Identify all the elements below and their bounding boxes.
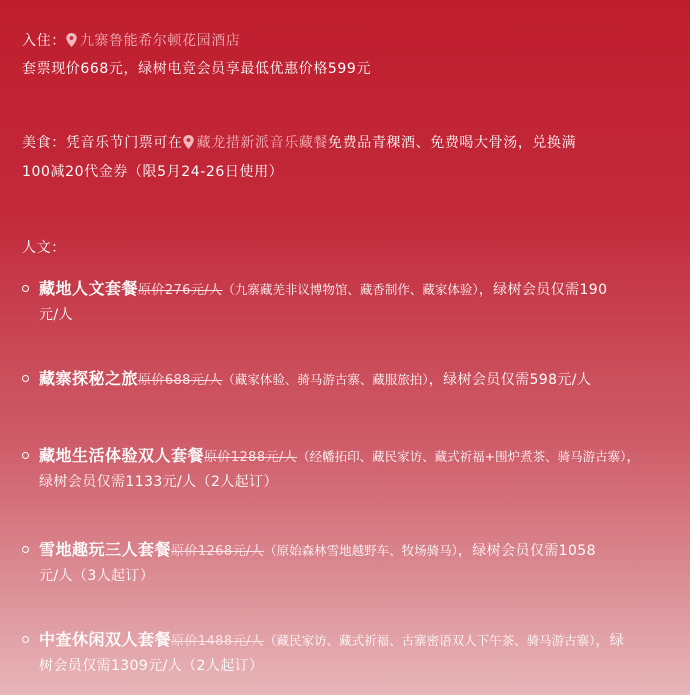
bullet-icon <box>22 375 29 382</box>
member-price-cont: 绿树会员仅需1133元/人（2人起订） <box>39 474 278 490</box>
list-item <box>22 366 682 393</box>
package-title: 中查休闲双人套餐 <box>39 630 172 649</box>
bullet-icon <box>22 285 29 292</box>
location-pin-icon <box>183 135 194 149</box>
original-price: 原价276元/人 <box>138 283 223 298</box>
food-line: 美食：凭音乐节门票可在 藏龙措新派音乐藏餐免费品青稞酒、免费喝大骨汤，兑换满 <box>22 135 577 151</box>
package-contents: （经幡拓印、藏民家访、藏式祈福+围炉煮茶、骑马游古寨） <box>297 449 627 464</box>
member-price: ，绿 <box>595 633 625 649</box>
member-price: ，绿树会员仅需190 <box>478 282 608 298</box>
list-item <box>22 627 682 679</box>
list-item <box>22 443 682 495</box>
package-contents: （九寨藏羌非议博物馆、藏香制作、藏家体验） <box>222 282 479 297</box>
member-price-cont: 元/人 <box>39 307 73 323</box>
package-title: 雪地趣玩三人套餐 <box>39 540 172 559</box>
original-price: 原价688元/人 <box>138 373 223 388</box>
member-price-cont: 树会员仅需1309元/人（2人起订） <box>39 658 264 674</box>
member-price: ， <box>626 449 641 465</box>
member-price: ，绿树会员仅需598元/人 <box>428 372 592 388</box>
bullet-icon <box>22 546 29 553</box>
stay-location-link[interactable]: 九寨鲁能希尔顿花园酒店 <box>66 33 241 49</box>
location-pin-icon <box>66 33 77 47</box>
food-location-link[interactable]: 藏龙措新派音乐藏餐 <box>183 135 328 151</box>
list-item <box>22 276 682 328</box>
bullet-icon <box>22 452 29 459</box>
original-price: 原价1488元/人 <box>171 634 265 649</box>
member-price: ，绿树会员仅需1058 <box>457 543 596 559</box>
package-contents: （原始森林雪地越野车、牧场骑马） <box>264 543 458 558</box>
package-title: 藏寨探秘之旅 <box>39 369 139 388</box>
food-line-2: 100减20代金券（限5月24-26日使用） <box>22 164 284 180</box>
package-title: 藏地生活体验双人套餐 <box>39 446 205 465</box>
stay-price: 套票现价668元，绿树电竞会员享最低优惠价格599元 <box>22 61 372 77</box>
list-item <box>22 537 682 589</box>
original-price: 原价1288元/人 <box>204 450 298 465</box>
original-price: 原价1268元/人 <box>171 544 265 559</box>
culture-label: 人文： <box>22 240 66 256</box>
stay-line <box>22 30 680 52</box>
package-contents: （藏家体验、骑马游古寨、藏服旅拍） <box>222 372 429 387</box>
stay-label: 入住： <box>22 33 66 49</box>
package-contents: （藏民家访、藏式祈福、古寨密语双人下午茶、骑马游古寨） <box>264 633 596 648</box>
food-label: 美食： <box>22 135 66 151</box>
package-title: 藏地人文套餐 <box>39 279 139 298</box>
member-price-cont: 元/人（3人起订） <box>39 568 155 584</box>
bullet-icon <box>22 636 29 643</box>
